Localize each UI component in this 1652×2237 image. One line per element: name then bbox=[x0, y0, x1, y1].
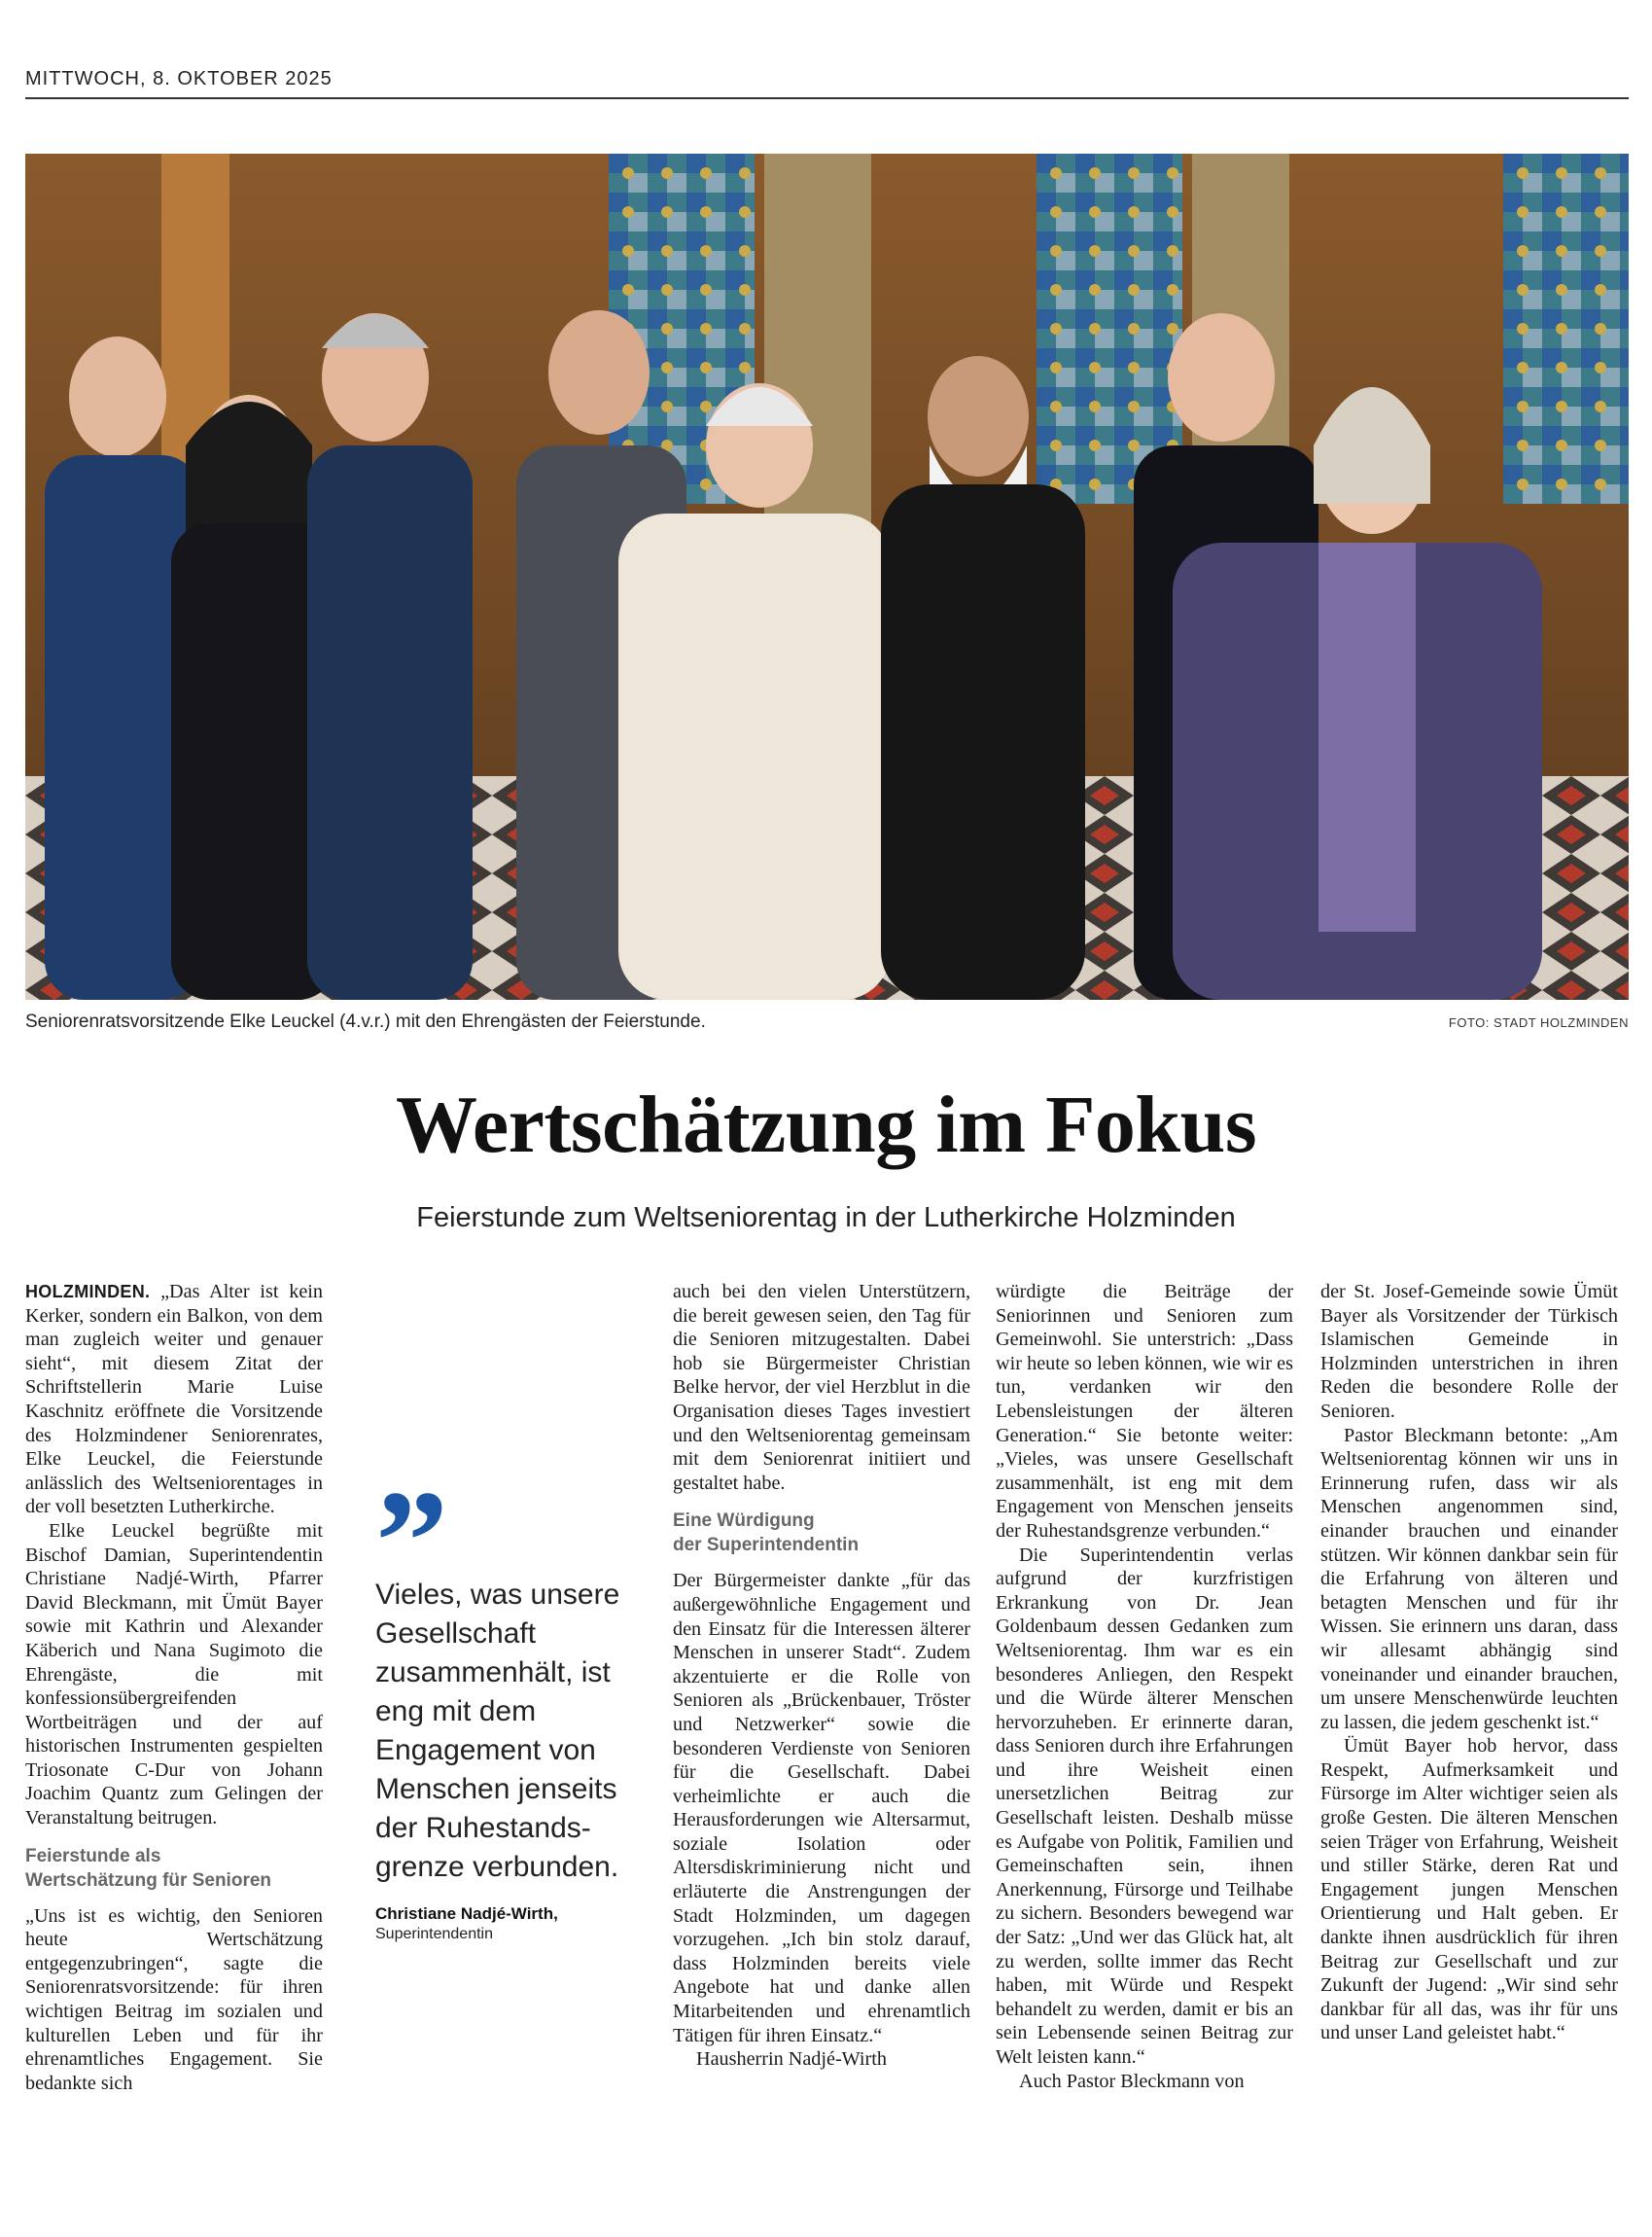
pull-quote bbox=[375, 1461, 648, 1943]
paragraph: Ümüt Bayer hob hervor, dass Respekt, Aufmerksamkeit und Fürsorge im Alter wichtiger seien als große Gesten. Die älteren Menschen seien Träger von Erfahrung, Weisheit und stiller Stärke, deren Rat und Engagement jungen Menschen Orientierung und Halt geben. Er dankte ihnen ausdrücklich für ihren Beitrag zur Gesellschaft und zur Zukunft der Jugend: „Wir sind sehr dankbar für all das, was ihr für uns und unser Land geleistet habt.“ bbox=[1320, 1735, 1618, 2044]
subheading-line: der Superintendentin bbox=[673, 1535, 860, 1556]
paragraph: Pastor Bleckmann betonte: „Am Weltseniorentag können wir uns in Erinnerung rufen, dass wir als Menschen angenommen sind, einander brauchen und einander stützen. Wir können dankbar sein für die Erfahrung von älteren und betagten Menschen und für ihr Wissen. Sie erinnern uns daran, dass wir allesamt abhängig sind voneinander und einander brauchen, um unsere Menschenwürde leuchten zu lassen, die jedem geschenkt ist.“ bbox=[1320, 1424, 1618, 1733]
paragraph: „Uns ist es wichtig, den Senioren heute Wertschätzung entgegenzubringen“, sagte die Seniorenratsvorsitzende: für ihren wichtigen Beitrag im sozialen und kulturellen Leben und für ihr ehrenamtliches Engagement. Sie bedankte sich bbox=[25, 1904, 323, 2094]
group-photo bbox=[25, 154, 1629, 1000]
paragraph: würdigte die Beiträge der Seniorinnen und Senioren zum Gemeinwohl. Sie unterstrich: „Dass wir heute so leben können, wie wir es tun, verdanken wir den Lebensleistungen der älteren Generation.“ Sie betonte weiter: „Vieles, was unsere Gesellschaft zusammenhält, ist eng mit dem Engagement von Menschen jenseits der Ruhestandsgrenze verbunden.“ bbox=[996, 1281, 1293, 1542]
paragraph bbox=[25, 1280, 323, 1519]
paragraph: Der Bürgermeister dankte „für das außergewöhnliche Engagement und den Einsatz für die Interessen älterer Menschen in unserer Stadt“. Zudem akzentuierte er die Rolle von Senioren als „Brückenbauer, Tröster und Netzwerker“ sowie die besonderen Verdienste von Senioren für die Gesellschaft. Dabei verheimlichte er auch die Herausforderungen wie Altersarmut, soziale Isolation oder Altersdiskriminierung nicht und erläuterte die Anstrengungen der Stadt Holzminden, um dagegen vorzugehen. „Ich bin stolz darauf, dass Holzminden bereits viele Angebote hat und danke allen Mitarbeitenden und ehrenamtlich Tätigen für ihren Einsatz.“ bbox=[673, 1570, 970, 2046]
article-column-3 bbox=[996, 1280, 1293, 2093]
dateline: MITTWOCH, 8. OKTOBER 2025 bbox=[25, 68, 333, 89]
quote-text: Vieles, was unsere Gesellschaft zusammenhält, ist eng mit dem Engagement von Menschen jenseits der Ruhestands-grenze verbunden. bbox=[375, 1579, 620, 1883]
subheading-line: Eine Würdigung bbox=[673, 1510, 815, 1532]
header-rule bbox=[25, 97, 1629, 99]
section-subheading bbox=[673, 1509, 970, 1557]
paragraph: Hausherrin Nadjé-Wirth bbox=[696, 2048, 887, 2071]
paragraph: Auch Pastor Bleckmann von bbox=[1019, 2070, 1245, 2092]
place-name: HOLZMINDEN. bbox=[25, 1282, 151, 1301]
subheading-line: Feierstunde als bbox=[25, 1845, 161, 1866]
quote-role: Superintendentin bbox=[375, 1926, 493, 1942]
article-column-2 bbox=[673, 1280, 970, 2072]
paragraph: Elke Leuckel begrüßte mit Bischof Damian, Superintendentin Christiane Nadjé-Wirth, Pfarrer David Bleckmann, mit Ümüt Bayer sowie mit Kathrin und Alexander Käberich und Nana Sugimoto die Ehrengäste, die mit konfessionsübergreifenden Wortbeiträgen und der auf historischen Instrumenten gespielten Triosonate C-Dur von Johann Joachim Quantz zum Gelingen der Veranstaltung beitrugen. bbox=[25, 1519, 323, 1829]
quote-author: Christiane Nadjé-Wirth, bbox=[375, 1904, 558, 1923]
quote-mark-icon: ” bbox=[375, 1461, 448, 1622]
section-subheading bbox=[25, 1844, 323, 1893]
headline: Wertschätzung im Fokus bbox=[395, 1080, 1257, 1170]
article-column-4 bbox=[1320, 1280, 1618, 2045]
paragraph: auch bei den vielen Unterstützern, die bereit gewesen seien, den Tag für die Senioren mitzugestalten. Dabei hob sie Bürgermeister Christian Belke hervor, der viel Herzblut in die Organisation dieses Tages investiert und den Weltseniorentag gemeinsam mit dem Seniorenrat initiiert und gestaltet habe. bbox=[673, 1281, 970, 1494]
subheadline: Feierstunde zum Weltseniorentag in der Lutherkirche Holzminden bbox=[416, 1202, 1236, 1233]
paragraph: der St. Josef-Gemeinde sowie Ümüt Bayer als Vorsitzender der Türkisch Islamischen Gemeinde in Holzminden unterstrichen in ihren Reden die besondere Rolle der Senioren. bbox=[1320, 1281, 1618, 1422]
photo-credit: FOTO: STADT HOLZMINDEN bbox=[1448, 1015, 1629, 1030]
paragraph: Die Superintendentin verlas aufgrund der kurzfristigen Erkrankung von Dr. Jean Goldenbaum dessen Gedanken zum Weltseniorentag. Ihm war es ein besonderes Anliegen, den Respekt und die Würde älterer Menschen hervorzuheben. Er erinnerte daran, dass Senioren durch ihre Erfahrungen und ihre Weisheit einen unersetzlichen Beitrag zur Gesellschaft leisten. Deshalb müsse es Aufgabe von Politik, Familien und Gemeinschaften sein, ihnen Anerkennung, Fürsorge und Teilhabe zu sichern. Besonders bewegend war der Satz: „Und wer das Glück hat, alt zu werden, sollte immer das Recht haben, mit Würde und Respekt behandelt zu werden, damit er bis an sein Lebensende seinen Beitrag zur Welt leisten kann.“ bbox=[996, 1544, 1293, 2068]
article-column-1 bbox=[25, 1280, 323, 2095]
subheading-line: Wertschätzung für Senioren bbox=[25, 1869, 272, 1891]
paragraph-text: „Das Alter ist kein Kerker, sondern ein Balkon, von dem man zugleich weiter und genauer sieht“, mit diesem Zitat der Schriftstellerin Marie Luise Kaschnitz eröffnete die Vorsitzende des Holzmindener Seniorenrates, Elke Leuckel, die Feierstunde anlässlich des Weltseniorentages in der voll besetzten Lutherkirche. bbox=[25, 1281, 323, 1518]
photo-caption: Seniorenratsvorsitzende Elke Leuckel (4.v.r.) mit den Ehrengästen der Feierstunde. bbox=[25, 1012, 706, 1032]
